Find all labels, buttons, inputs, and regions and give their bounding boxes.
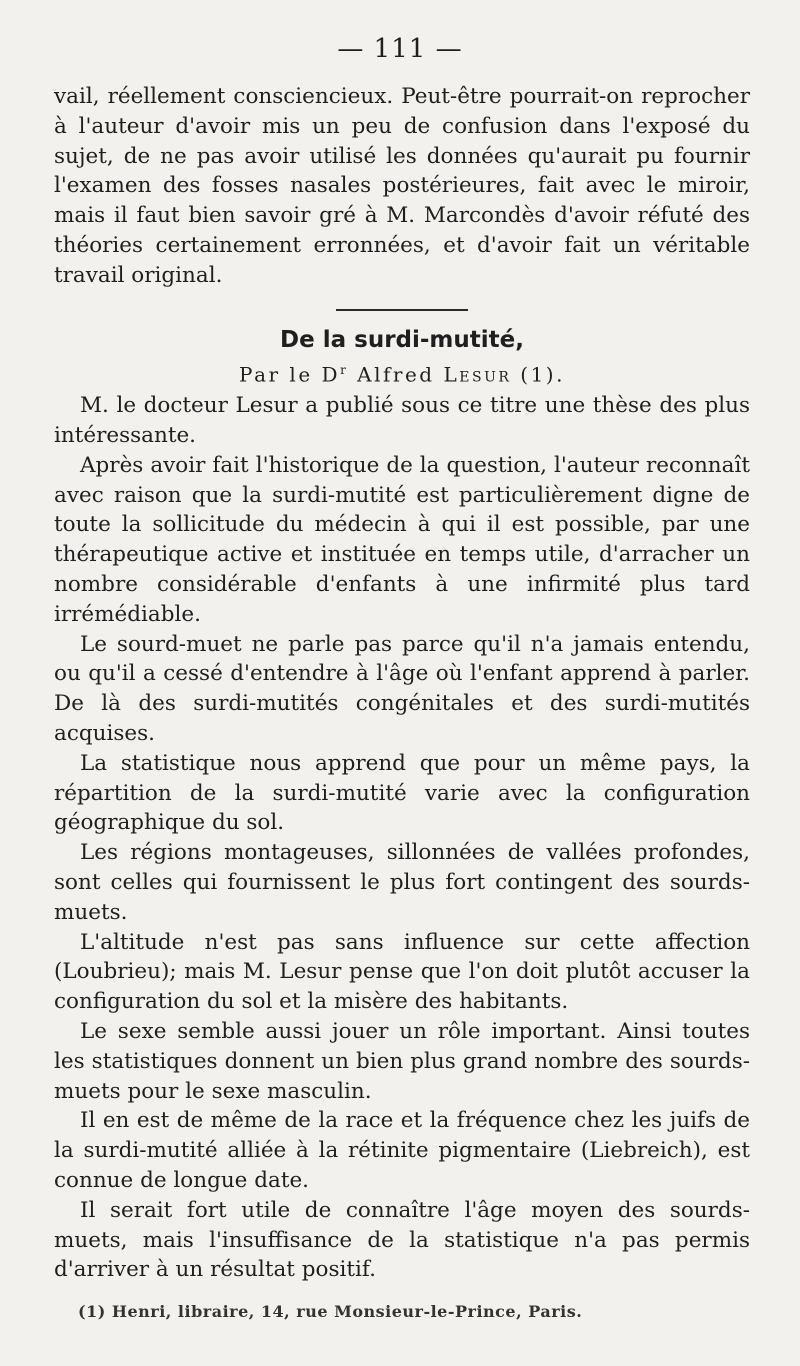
section-title: De la surdi-mutité, bbox=[280, 326, 524, 353]
paragraph: La statistique nous apprend que pour un même pays, la répartition de la surdi-mutité varie avec la configuration géographique du sol. bbox=[54, 750, 750, 836]
paragraph: Après avoir fait l'historique de la question, l'auteur reconnaît avec raison que la surdi-mutité est particulièrement digne de toute la sollicitude du médecin à qui il est possible, par une thérapeutique active et instituée en temps utile, d'arracher un nombre considérable d'enfants à une infirmité plus tard irrémédiable. bbox=[54, 452, 750, 627]
byline-sup: r bbox=[340, 362, 349, 377]
section-divider bbox=[336, 309, 468, 311]
paragraph: L'altitude n'est pas sans influence sur cette affection (Loubrieu); mais M. Lesur pense que l'on doit plutôt accuser la configuration du sol et la misère des habitants. bbox=[54, 929, 750, 1015]
section-byline bbox=[54, 355, 750, 390]
footnote: (1) Henri, libraire, 14, rue Monsieur-le-Prince, Paris. bbox=[78, 1302, 583, 1321]
byline-note: (1). bbox=[520, 362, 565, 387]
paragraph: Il en est de même de la race et la fréquence chez les juifs de la surdi-mutité alliée à la rétinite pigmentaire (Liebreich), est connue de longue date. bbox=[54, 1108, 750, 1193]
page-number: — 111 — bbox=[337, 34, 463, 64]
paragraph: Le sexe semble aussi jouer un rôle important. Ainsi toutes les statistiques donnent un bien plus grand nombre des sourds-muets pour le sexe masculin. bbox=[54, 1018, 750, 1104]
paragraph: Il serait fort utile de connaître l'âge moyen des sourds-muets, mais l'insuffisance de la statistique n'a pas permis d'arriver à un résultat positif. bbox=[54, 1197, 750, 1283]
paragraph: Les régions montageuses, sillonnées de vallées profondes, sont celles qui fournissent le plus fort contingent des sourds-muets. bbox=[54, 840, 750, 925]
byline-surname: Lesur bbox=[443, 362, 512, 387]
paragraph: M. le docteur Lesur a publié sous ce titre une thèse des plus intéressante. bbox=[54, 393, 750, 449]
intro-paragraph: vail, réellement consciencieux. Peut-être pourrait-on reprocher à l'auteur d'avoir mis un peu de confusion dans l'exposé du sujet, de ne pas avoir utilisé les données qu'aurait pu fournir l'examen des fosses nasales postérieures, fait avec le miroir, mais il faut bien savoir gré à M. Marcondès d'avoir réfuté des théories certainement erronnées, et d'avoir fait un véritable travail original. bbox=[54, 84, 750, 288]
paragraph: Le sourd-muet ne parle pas parce qu'il n'a jamais entendu, ou qu'il a cessé d'entendre à l'âge où l'enfant apprend à parler. De là des surdi-mutités congénitales et des surdi-mutités acquises. bbox=[54, 631, 750, 746]
byline-prefix: Par le D bbox=[239, 362, 341, 387]
byline-name: Alfred bbox=[357, 362, 435, 387]
page-body bbox=[54, 82, 750, 1285]
